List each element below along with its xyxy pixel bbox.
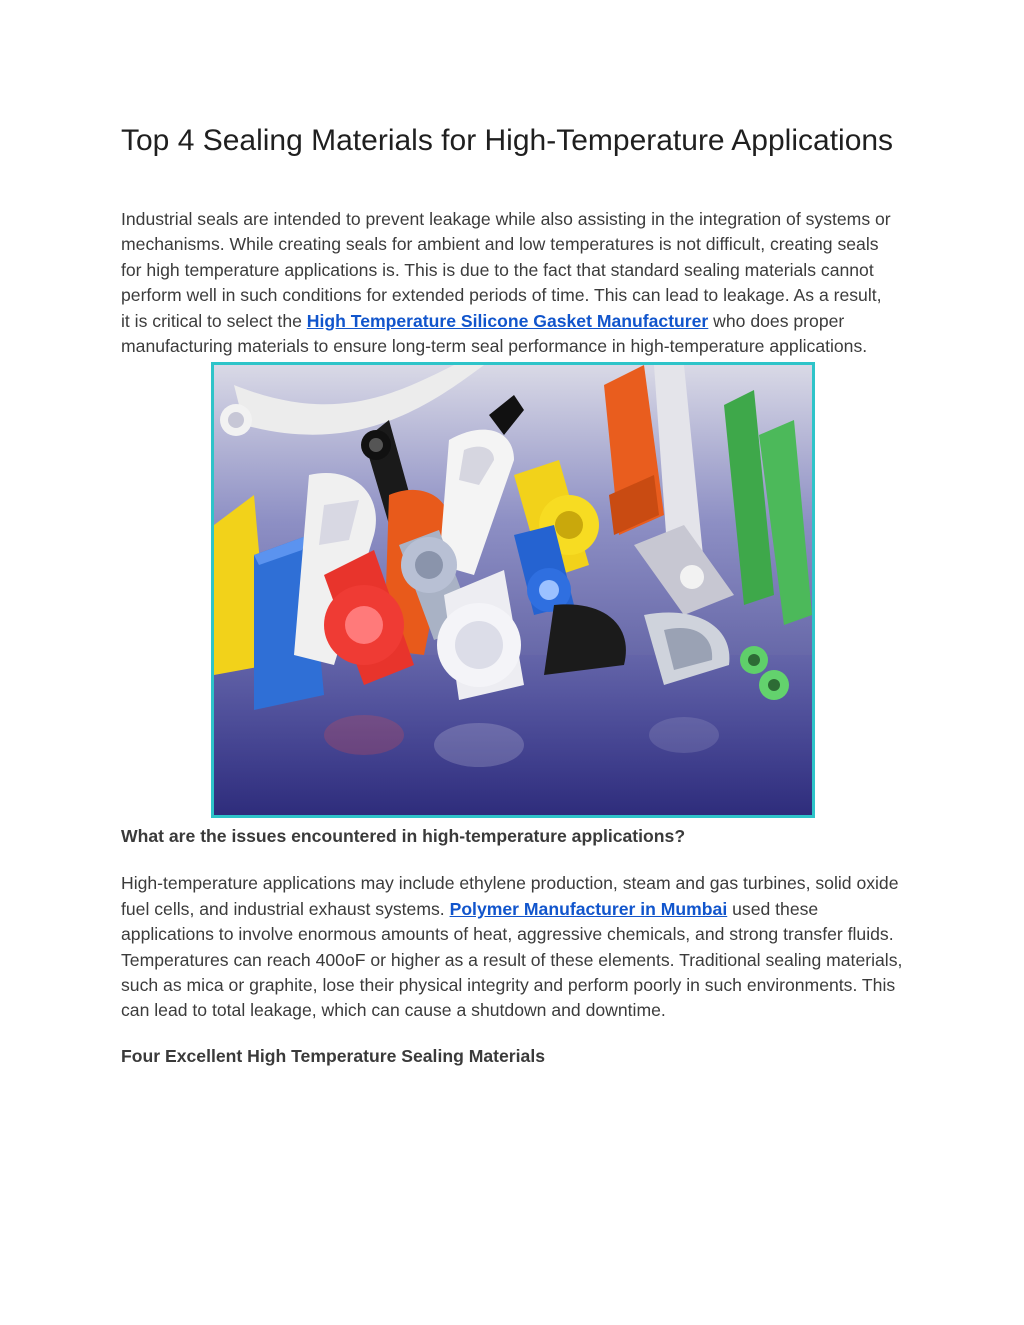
- issues-heading: What are the issues encountered in high-temperature applications?: [121, 826, 686, 847]
- polymer-manufacturer-link[interactable]: Polymer Manufacturer in Mumbai: [449, 898, 728, 919]
- silicone-gasket-link[interactable]: High Temperature Silicone Gasket Manufacturer: [306, 310, 709, 331]
- document-page: [121, 118, 911, 1069]
- issues-text-end: used these applications to involve enormous amounts of heat, aggressive chemicals, and strong transfer fluids. Temperatures can reach 400oF or higher as a result of these elements. Traditional sealing materials, such as mica or graphite, lose their physical integrity and perform poorly in such environments. This can lead to total leakage, which can cause a shutdown and downtime.: [121, 898, 903, 1021]
- intro-paragraph: [121, 207, 891, 359]
- intro-text-start: Industrial seals are intended to prevent leakage while also assisting in the integration of systems or mechanisms. While creating seals for ambient and low temperatures is not difficult, creating seals for high temperature applications is. This is due to the fact that standard sealing materials cannot perform well in such conditions for extended periods of time. This can lead to leakage. As a result, it is critical to select the: [121, 209, 891, 331]
- page-title: Top 4 Sealing Materials for High-Temperature Applications: [121, 124, 894, 157]
- four-materials-heading: Four Excellent High Temperature Sealing Materials: [121, 1045, 545, 1066]
- issues-paragraph: [121, 871, 911, 1023]
- intro-text-end: who does proper manufacturing materials to ensure long-term seal performance in high-temperature applications.: [121, 310, 868, 357]
- silicone-seal-profiles-icon: [214, 365, 812, 815]
- silicone-seals-image: [211, 362, 815, 818]
- issues-text-start: High-temperature applications may include ethylene production, steam and gas turbines, solid oxide fuel cells, and industrial exhaust systems.: [121, 873, 899, 919]
